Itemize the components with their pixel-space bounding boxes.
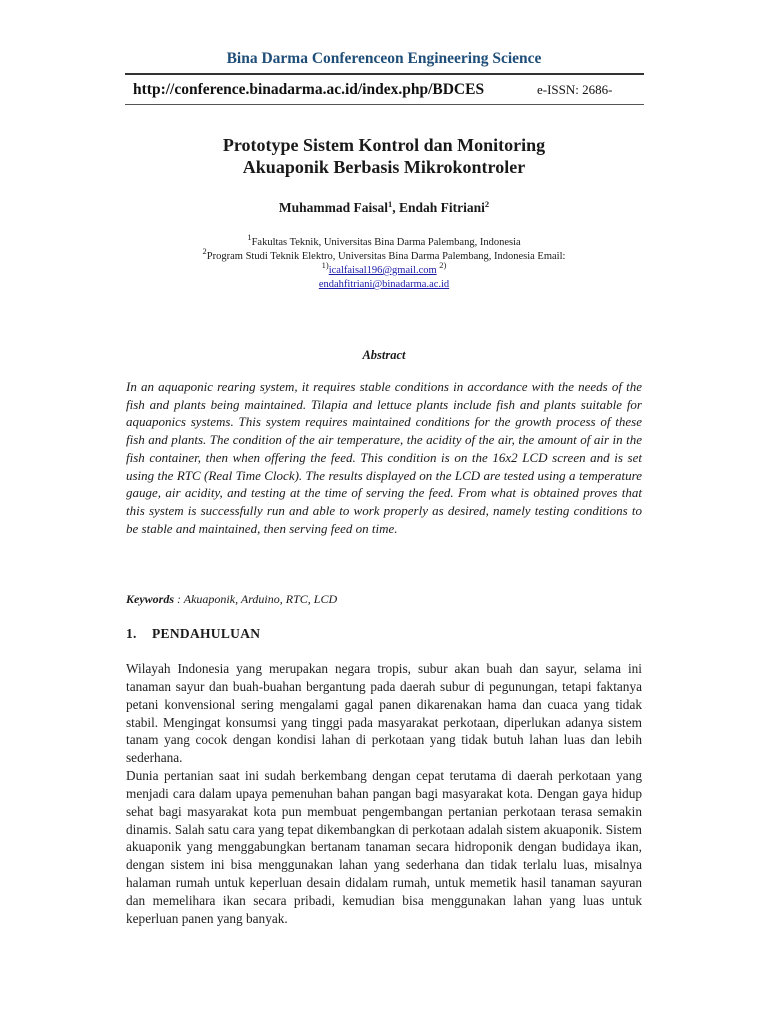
affil-marker: 1 [247,232,252,242]
affil-marker: 2 [202,246,207,256]
keywords [126,592,337,607]
journal-url[interactable]: http://conference.binadarma.ac.id/index.php/BDCES [133,81,485,98]
affil-text: Fakultas Teknik, Universitas Bina Darma Palembang, Indonesia [251,237,521,248]
paragraph: Dunia pertanian saat ini sudah berkembang dengan cepat terutama di daerah perkotaan yang menjadi cara dalam upaya pemenuhan bahan pangan bagi masyarakat kota. Dengan gaya hidup sehat bagi masyarakat kota pun membuat pengembangan pertanian perkotaan terasa semakin dinamis. Salah satu cara yang tepat dikembangkan di perkotaan adalah sistem akuaponik. Sistem akuaponik yang menggabungkan bertanam tanaman secara hidroponik dengan budidaya ikan, dengan sistem ini bisa menggunakan lahan yang sederhana dan tidak terlalu luas, misalnya halaman rumah untuk keperluan desain didalam rumah, untuk memetik hasil tanaman sayuran dan memelihara ikan secara pribadi, kemudian bisa menggunakan lahan yang luas untuk keperluan panen yang banyak. [126,768,642,926]
email-marker: 1) [321,260,329,270]
abstract-heading: Abstract [362,348,406,362]
section-number: 1. [126,626,137,641]
author-name: Muhammad Faisal [278,200,388,215]
abstract-text: In an aquaponic rearing system, it requires stable conditions in accordance with the needs of the fish and plants being maintained. Tilapia and lettuce plants include fish and plants suitable for aquaponics systems. This system requires maintained conditions for the growth process of these fish and plants. The condition of the air temperature, the acidity of the air, the amount of air in the fish container, then when offering the feed. This condition is on the 16x2 LCD screen and is set using the RTC (Real Time Clock). The results displayed on the LCD are tested using a temperature gauge, air acidity, and testing at the time of serving the feed. From what is obtained proves that this system is successfully run and able to work properly as desired, namely testing conditions to be stable and maintained, then serving feed on time. [126,379,642,536]
affiliations [190,232,578,292]
header-rule-top [125,73,644,75]
affiliation-1 [190,232,578,250]
paper-title [0,134,768,178]
keywords-label: Keywords [126,592,174,606]
section-title: PENDAHULUAN [152,626,261,641]
author-name: Endah Fitriani [398,200,485,215]
paper-title-line2: Akuaponik Berbasis Mikrokontroler [242,157,526,177]
section-body [126,660,642,928]
paragraph: Wilayah Indonesia yang merupakan negara tropis, subur akan buah dan sayur, selama ini tanaman sayur dan buah-buahan bergantung pada daerah subur di pegunungan, tetapi faktanya petani konvensional sering mengalami gagal panen dikarenakan hama dan cuaca yang tidak stabil. Mengingat konsumsi yang tinggi pada masyarakat perkotaan, diperlukan adanya sistem tanam yang cocok dengan kondisi lahan di perkotaan yang tidak butuh lahan luas dan lebih sederhana. [126,661,642,766]
paper-title-line1: Prototype Sistem Kontrol dan Monitoring [222,135,546,155]
author-list [0,200,768,216]
journal-title: Bina Darma Conferenceon Engineering Science [226,50,542,67]
author-separator: , [392,200,399,215]
email-link[interactable]: icalfaisal196@gmail.com [328,265,437,276]
author-affil-marker: 2 [484,199,490,209]
keywords-value: : Akuaponik, Arduino, RTC, LCD [174,592,338,606]
issn-label: e-ISSN: 2686- [537,82,613,97]
email-link[interactable]: endahfitriani@binadarma.ac.id [318,279,450,290]
affil-text: Program Studi Teknik Elektro, Universitas Bina Darma Palembang, Indonesia Email: [206,251,566,262]
author-affil-marker: 1 [387,199,393,209]
email-marker: 2) [439,260,447,270]
affiliation-2 [190,246,578,278]
section-heading [126,626,260,642]
header-rule-bottom [125,104,644,105]
